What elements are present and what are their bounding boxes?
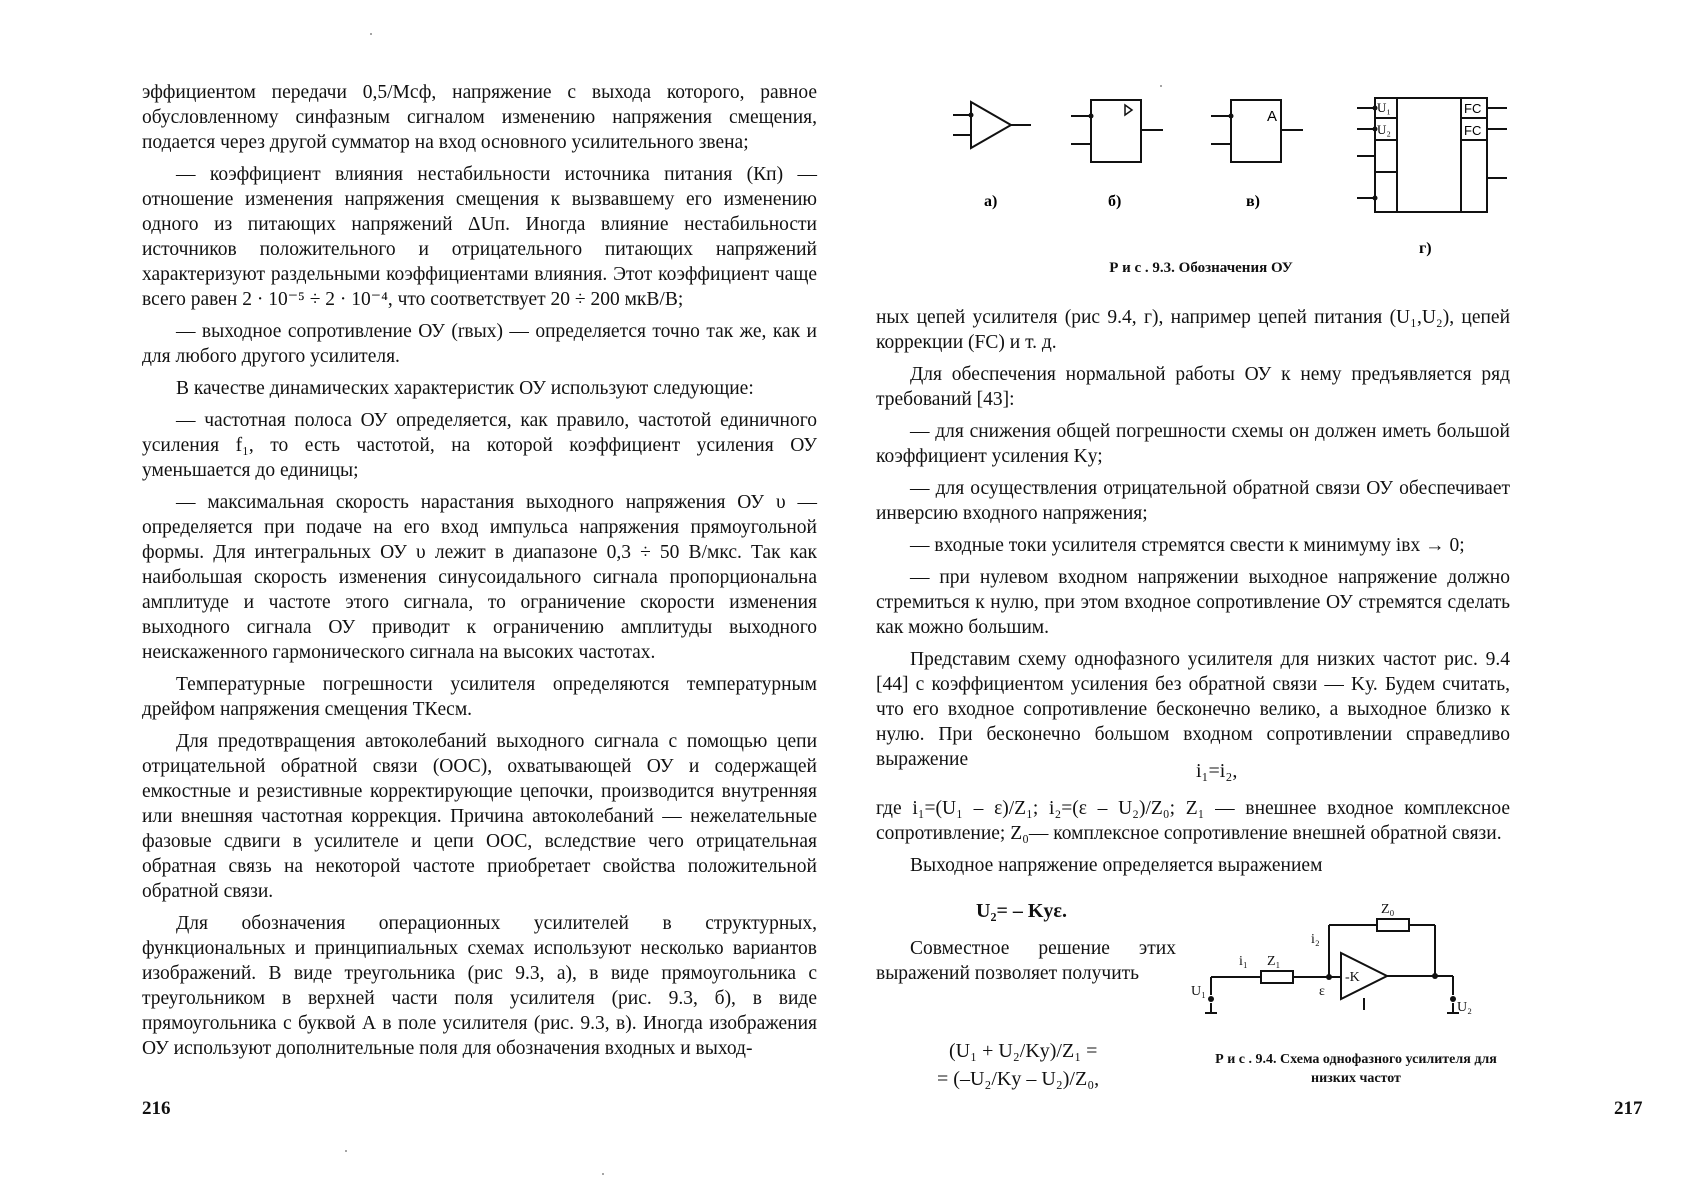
scan-speck bbox=[370, 33, 372, 35]
fig93-u2-label: U₂ bbox=[1377, 122, 1391, 137]
left-text-column bbox=[142, 80, 817, 1068]
paragraph: ных цепей усилителя (рис 9.4, г), например цепей питания (U₁,U₂), цепей коррекции (FC) и т. д. bbox=[876, 307, 1510, 353]
paragraph: — для снижения общей погрешности схемы он должен иметь большой коэффициент усиления Kу; bbox=[876, 421, 1510, 467]
fig93-label-c: в) bbox=[1246, 193, 1260, 210]
equation-u2: U₂= – Kуε. bbox=[976, 900, 1067, 922]
paragraph: — при нулевом входном напряжении выходное напряжение должно стремиться к нулю, при этом входное сопротивление ОУ стремятся сделать как можно большим. bbox=[876, 567, 1510, 638]
joint-solution-text: Совместное решение этих выражений позволяет получить bbox=[876, 938, 1176, 984]
op-amp-rect-triangle bbox=[1091, 100, 1141, 162]
figure-9-4 bbox=[1191, 895, 1501, 1025]
equation-3a: (U₁ + U₂/Kу)/Z₁ = bbox=[949, 1040, 1098, 1062]
paragraph: Для обеспечения нормальной работы ОУ к нему предъявляется ряд требований [43]: bbox=[876, 364, 1510, 410]
fig94-i1-label: i₁ bbox=[1239, 954, 1248, 969]
page-number-right: 217 bbox=[1614, 1098, 1643, 1119]
fig93-u1-label: U₁ bbox=[1377, 100, 1391, 115]
fig93-fc1-label: FC bbox=[1464, 101, 1482, 116]
paragraph: эффициентом передачи 0,5/Мсф, напряжение с выхода которого, равное обусловленному синфазным сигналом изменению напряжения смещения, подается через другой сумматор на вход основного усилительного звена; bbox=[142, 82, 817, 153]
paragraph: — входные токи усилителя стремятся свести к минимуму iвх → 0; bbox=[910, 535, 1465, 556]
equation-i1-i2: i₁=i₂, bbox=[1196, 760, 1238, 782]
fig94-u2-label: U₂ bbox=[1457, 1000, 1472, 1015]
figure-9-4-caption-line1: Р и с . 9.4. Схема однофазного усилителя для bbox=[1215, 1052, 1497, 1067]
fig94-z0-label: Z₀ bbox=[1381, 902, 1395, 917]
paragraph: В качестве динамических характеристик ОУ используют следующие: bbox=[176, 378, 754, 399]
fig94-i2-label: i₂ bbox=[1311, 932, 1320, 947]
where-paragraph bbox=[876, 796, 1510, 885]
left-page bbox=[0, 0, 841, 1191]
paragraph: Для предотвращения автоколебаний выходного сигнала с помощью цепи отрицательной обратной связи (ООС), охватывающей ОУ и содержащей емкостные и резистивные корректирующие цепочки, производится внутренняя или внешняя частотная коррекция. Причина автоколебаний — нежелательные фазовые сдвиги в усилителе и цепи ООС, вследствие чего отрицательная обратная связь на некоторой частоте приобретает свойства положительной обратной связи. bbox=[142, 731, 817, 902]
equation-3b: = (–U₂/Kу – U₂)/Z₀, bbox=[937, 1068, 1100, 1090]
figure-9-4-caption-line2: низких частот bbox=[1311, 1071, 1401, 1086]
fig93-label-b: б) bbox=[1108, 193, 1122, 210]
op-amp-triangle bbox=[971, 102, 1011, 148]
paragraph: — коэффициент влияния нестабильности источника питания (Кп) — отношение изменения напряжения смещения к вызвавшему его изменению одного из питающих напряжений ΔUп. Иногда влияние нестабильности источников положительного и отрицательного питающих напряжений характеризуют раздельными коэффициентами влияния. Этот коэффициент чаще всего равен 2 · 10⁻⁵ ÷ 2 · 10⁻⁴, что соответствует 20 ÷ 200 мкВ/В; bbox=[142, 164, 817, 310]
paragraph: Выходное напряжение определяется выражением bbox=[910, 855, 1323, 876]
fig94-z1-label: Z₁ bbox=[1267, 954, 1281, 969]
scan-speck bbox=[345, 1150, 347, 1152]
paragraph: — выходное сопротивление ОУ (rвых) — определяется точно так же, как и для любого другого усилителя. bbox=[142, 321, 817, 367]
fig94-eps-label: ε bbox=[1319, 984, 1325, 999]
fig93-label-a: а) bbox=[984, 193, 998, 210]
right-text-column bbox=[876, 305, 1510, 779]
fig94-u1-label: U₁ bbox=[1191, 984, 1206, 999]
paragraph: Температурные погрешности усилителя определяются температурным дрейфом напряжения смещения ТКeсм. bbox=[142, 674, 817, 720]
paragraph: где i₁=(U₁ – ε)/Z₁; i₂=(ε – U₂)/Z₀; Z₁ — внешнее входное комплексное сопротивление; Z₀— комплексное сопротивление внешней обратной связи. bbox=[876, 798, 1510, 844]
paragraph: — максимальная скорость нарастания выходного напряжения ОУ υ — определяется при подаче на его вход импульса напряжения прямоугольной формы. Для интегральных ОУ υ лежит в диапазоне 0,3 ÷ 50 В/мкс. Так как наибольшая скорость изменения синусоидального сигнала пропорциональна амплитуде и частоте этого сигнала, то ограничение скорости изменения выходного сигнала ОУ приводит к ограничению амплитуды выходного неискаженного гармонического сигнала на высоких частотах. bbox=[142, 492, 817, 663]
fig93-box-a-letter: A bbox=[1267, 108, 1278, 125]
paragraph: — для осуществления отрицательной обратной связи ОУ обеспечивает инверсию входного напряжения; bbox=[876, 478, 1510, 524]
scan-speck bbox=[602, 1173, 604, 1175]
figure-9-3-caption: Р и с . 9.3. Обозначения ОУ bbox=[1109, 260, 1293, 276]
page-number-left: 216 bbox=[142, 1098, 171, 1119]
z1-resistor bbox=[1261, 971, 1293, 983]
scan-speck bbox=[1160, 85, 1162, 87]
z0-resistor bbox=[1377, 919, 1409, 931]
paragraph: Для обозначения операционных усилителей в структурных, функциональных и принципиальных схемах используют несколько вариантов изображений. В виде треугольника (рис 9.3, а), в виде прямоугольника с треугольником в верхней части поля усилителя (рис. 9.3, б), в виде прямоугольника с буквой А в поле усилителя (рис. 9.3, в). Иногда изображения ОУ используют дополнительные поля для обозначения входных и выход- bbox=[142, 913, 817, 1059]
fig93-fc2-label: FC bbox=[1464, 123, 1482, 138]
paragraph: — частотная полоса ОУ определяется, как правило, частотой единичного усиления f₁, то есть частотой, на которой коэффициент усиления ОУ уменьшается до единицы; bbox=[142, 410, 817, 481]
right-page bbox=[841, 0, 1683, 1191]
fig93-label-d: г) bbox=[1419, 240, 1432, 257]
paragraph: Представим схему однофазного усилителя для низких частот рис. 9.4 [44] с коэффициентом усиления без обратной связи — Kу. Будем считать, что его входное сопротивление бесконечно велико, а выходное близко к нулю. При бесконечно большом входном сопротивлении справедливо выражение bbox=[876, 649, 1510, 770]
fig94-k-label: -K bbox=[1345, 970, 1360, 985]
figure-9-3 bbox=[931, 88, 1541, 263]
